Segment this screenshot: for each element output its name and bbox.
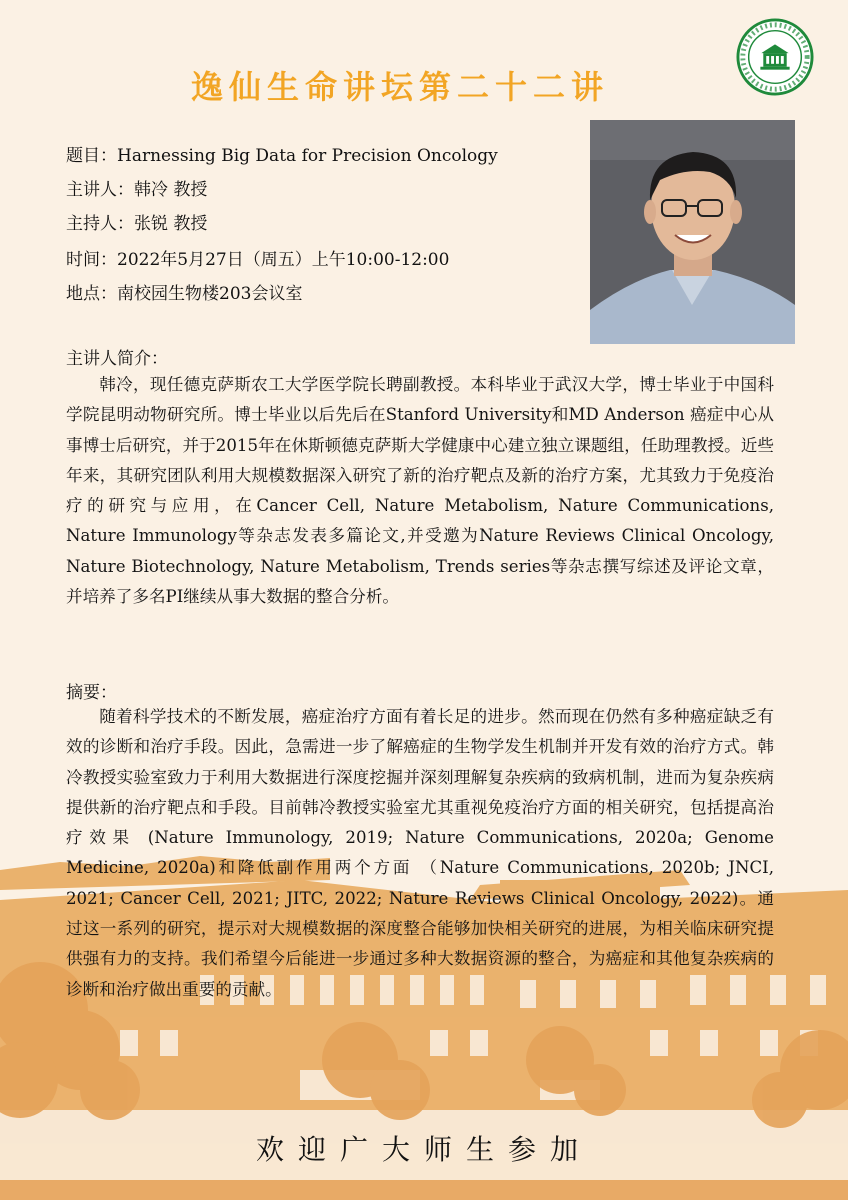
lecture-topic: 题目：Harnessing Big Data for Precision Oncology: [66, 146, 498, 166]
welcome-message: 欢迎广大师生参加: [255, 1133, 592, 1166]
speaker-photo: [590, 120, 795, 344]
speaker-portrait-image: [590, 120, 795, 344]
lecture-host: 主持人：张锐 教授: [66, 214, 208, 234]
abstract-heading: 摘要：: [66, 683, 117, 703]
lecture-time: 时间：2022年5月27日（周五）上午10:00-12:00: [66, 250, 450, 270]
bio-heading: 主讲人简介：: [66, 349, 168, 369]
poster-title: 逸仙生命讲坛第二十二讲: [190, 68, 609, 106]
bio-text: 韩冷，现任德克萨斯农工大学医学院长聘副教授。本科毕业于武汉大学，博士毕业于中国科学院昆明动物研究所。博士毕业以后先后在Stanford University和MD Anderson 癌症中心从事博士后研究，并于2015年在休斯顿德克萨斯大学健康中心建立独立课题组，任助理教授。近些年来，其研究团队利用大规模数据深入研究了新的治疗靶点及新的治疗方案，尤其致力于免疫治疗的研究与应用，在Cancer Cell, Nature Metabolism, Nature Communications, Nature Immunology等杂志发表多篇论文,并受邀为Nature Reviews Clinical Oncology, Nature Biotechnology, Nature Metabolism, Trends series等杂志撰写综述及评论文章，并培养了多名PI继续从事大数据的整合分析。: [66, 375, 774, 607]
lecture-venue: 地点：南校园生物楼203会议室: [66, 284, 303, 304]
abstract-text: 随着科学技术的不断发展，癌症治疗方面有着长足的进步。然而现在仍然有多种癌症缺乏有效的诊断和治疗手段。因此，急需进一步了解癌症的生物学发生机制并开发有效的治疗方式。韩冷教授实验室致力于利用大数据进行深度挖掘并深刻理解复杂疾病的致病机制，进而为复杂疾病提供新的治疗靶点和手段。目前韩冷教授实验室尤其重视免疫治疗方面的相关研究，包括提高治疗效果 (Nature Immunology, 2019; Nature Communications, 2020a; Genome Medicine, 2020a)和降低副作用两个方面 （Nature Communications, 2020b; JNCI, 2021; Cancer Cell, 2021; JITC, 2022; Nature Reviews Clinical Oncology, 2022)。通过这一系列的研究，提示对大规模数据的深度整合能够加快相关研究的进展，为相关临床研究提供强有力的支持。我们希望今后能进一步通过多种大数据资源的整合，为癌症和其他复杂疾病的诊断和治疗做出重要的贡献。: [66, 707, 774, 999]
sysu-life-sciences-logo-icon: [736, 18, 814, 96]
lecture-speaker: 主讲人：韩冷 教授: [66, 180, 208, 200]
